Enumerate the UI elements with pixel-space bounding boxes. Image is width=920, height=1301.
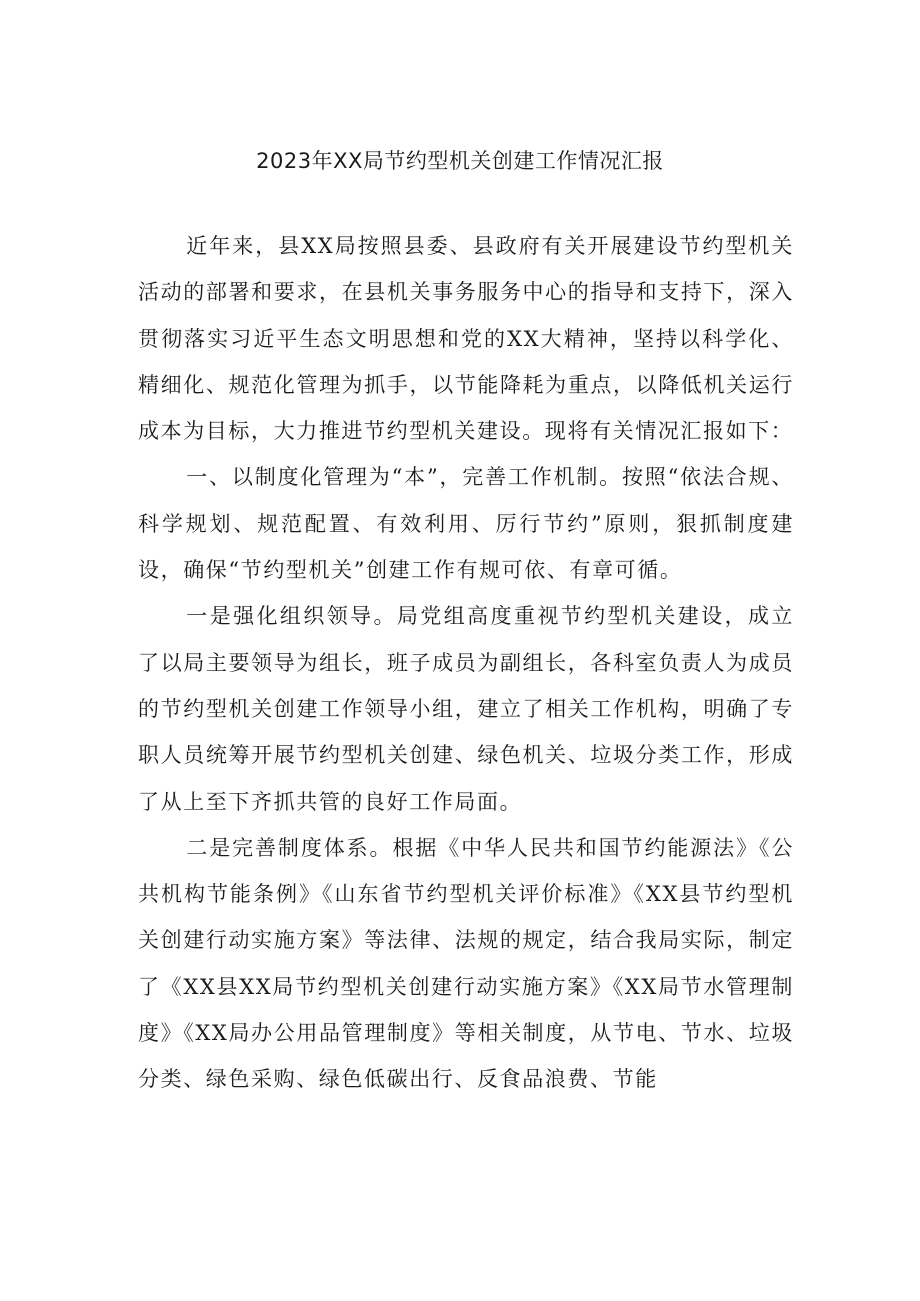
paragraph-organization-leadership: 一是强化组织领导。局党组高度重视节约型机关建设，成立了以局主要领导为组长，班子成员为副组长，各科室负责人为成员的节约型机关创建工作领导小组，建立了相关工作机构，明确了专职人员统筹开展节约型机关创建、绿色机关、垃圾分类工作，形成了从上至下齐抓共管的良好工作局面。 [138,604,794,814]
paragraph-intro: 近年来，县XX局按照县委、县政府有关开展建设节约型机关活动的部署和要求，在县机关事务服务中心的指导和支持下，深入贯彻落实习近平生态文明思想和党的XX大精神，坚持以科学化、精细化、规范化管理为抓手，以节能降耗为重点，以降低机关运行成本为目标，大力推进节约型机关建设。现将有关情况汇报如下： [138,234,794,444]
document-body [138,223,794,1103]
document-title: 2023年XX局节约型机关创建工作情况汇报 [256,149,664,173]
paragraph-section-one: 一、以制度化管理为“本”，完善工作机制。按照“依法合规、科学规划、规范配置、有效利用、厉行节约”原则，狠抓制度建设，确保“节约型机关”创建工作有规可依、有章可循。 [138,465,794,583]
paragraph-system-improvement: 二是完善制度体系。根据《中华人民共和国节约能源法》《公共机构节能条例》《山东省节约型机关评价标准》《XX县节约型机关创建行动实施方案》等法律、法规的规定，结合我局实际，制定了《XX县XX局节约型机关创建行动实施方案》《XX局节水管理制度》《XX局办公用品管理制度》等相关制度，从节电、节水、垃圾分类、绿色采购、绿色低碳出行、反食品浪费、节能 [138,835,794,1092]
